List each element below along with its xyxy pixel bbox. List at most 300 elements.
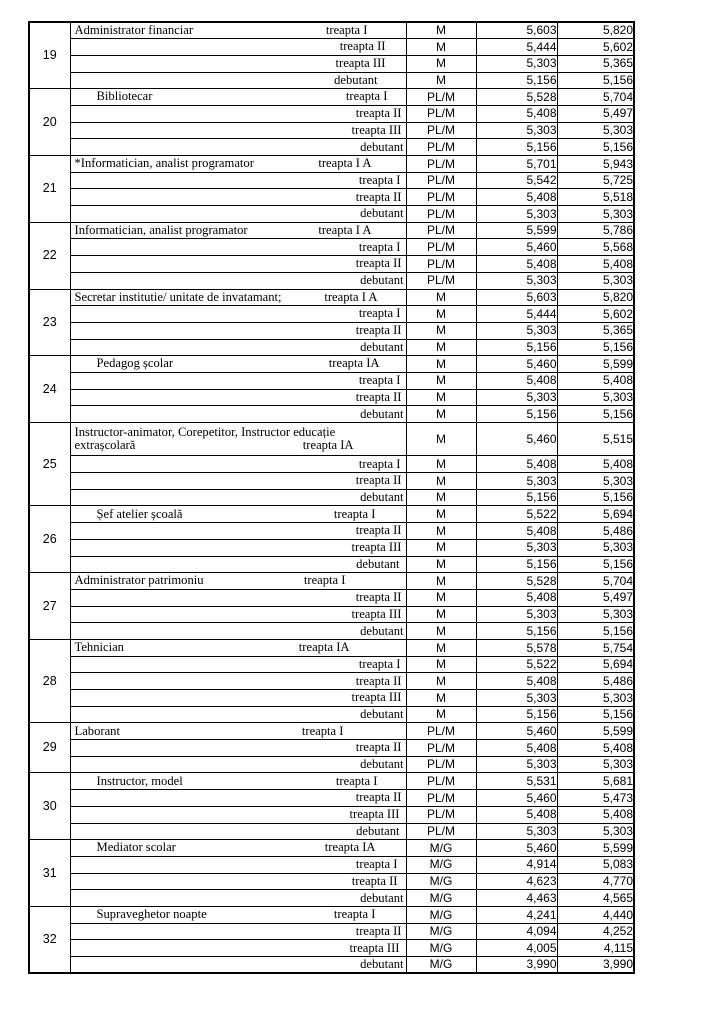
grade-label: treapta II bbox=[355, 590, 402, 605]
education-level-cell: M/G bbox=[406, 890, 476, 907]
salary-max-cell: 5,602 bbox=[557, 306, 634, 323]
position-cell bbox=[70, 940, 406, 957]
row-number-cell: 25 bbox=[29, 423, 70, 506]
salary-min-cell: 5,460 bbox=[476, 840, 557, 857]
position-cell bbox=[70, 456, 406, 473]
education-level-cell: M bbox=[406, 589, 476, 606]
table-row bbox=[29, 589, 634, 606]
table-row bbox=[29, 139, 634, 156]
education-level-cell: PL/M bbox=[406, 823, 476, 840]
salary-min-cell: 5,303 bbox=[476, 55, 557, 72]
table-row bbox=[29, 389, 634, 406]
position-cell bbox=[70, 139, 406, 156]
salary-max-cell: 5,303 bbox=[557, 823, 634, 840]
position-cell bbox=[70, 690, 406, 707]
table-row bbox=[29, 957, 634, 974]
salary-min-cell: 4,005 bbox=[476, 940, 557, 957]
salary-min-cell: 5,156 bbox=[476, 406, 557, 423]
salary-max-cell: 5,568 bbox=[557, 239, 634, 256]
salary-max-cell: 5,515 bbox=[557, 423, 634, 456]
education-level-cell: PL/M bbox=[406, 89, 476, 106]
salary-max-cell: 5,365 bbox=[557, 55, 634, 72]
grade-label: treapta I bbox=[358, 172, 401, 187]
position-line bbox=[71, 908, 406, 921]
salary-min-cell: 5,303 bbox=[476, 756, 557, 773]
table-row bbox=[29, 89, 634, 106]
education-level-cell: PL/M bbox=[406, 740, 476, 757]
table-row bbox=[29, 239, 634, 256]
salary-min-cell: 5,408 bbox=[476, 256, 557, 273]
salary-min-cell: 5,303 bbox=[476, 272, 557, 289]
grade-label: treapta IA bbox=[328, 356, 380, 371]
position-cell bbox=[70, 556, 406, 573]
table-row bbox=[29, 940, 634, 957]
position-cell bbox=[70, 389, 406, 406]
salary-min-cell: 5,156 bbox=[476, 339, 557, 356]
education-level-cell: M bbox=[406, 489, 476, 506]
salary-max-cell: 5,694 bbox=[557, 656, 634, 673]
salary-max-cell: 3,990 bbox=[557, 957, 634, 974]
grade-label: treapta I bbox=[325, 22, 368, 37]
position-cell bbox=[70, 506, 406, 523]
grade-label: treapta IA bbox=[298, 640, 350, 655]
salary-min-cell: 5,599 bbox=[476, 222, 557, 239]
table-row bbox=[29, 372, 634, 389]
position-cell bbox=[70, 406, 406, 423]
position-cell bbox=[70, 122, 406, 139]
table-row bbox=[29, 623, 634, 640]
grade-label: treapta II bbox=[355, 389, 402, 404]
education-level-cell: M/G bbox=[406, 873, 476, 890]
table-row bbox=[29, 790, 634, 807]
table-row bbox=[29, 172, 634, 189]
grade-label: treapta I bbox=[358, 239, 401, 254]
position-cell bbox=[70, 523, 406, 540]
position-label: Secretar institutie/ unitate de invatamant; bbox=[74, 289, 282, 304]
position-cell bbox=[70, 306, 406, 323]
salary-max-cell: 5,599 bbox=[557, 723, 634, 740]
position-label: Administrator patrimoniu bbox=[74, 573, 204, 588]
position-cell bbox=[70, 189, 406, 206]
row-number-cell: 26 bbox=[29, 506, 70, 573]
salary-min-cell: 5,460 bbox=[476, 790, 557, 807]
education-level-cell: PL/M bbox=[406, 105, 476, 122]
salary-max-cell: 4,252 bbox=[557, 923, 634, 940]
grade-label: debutant bbox=[360, 890, 404, 905]
salary-min-cell: 5,156 bbox=[476, 623, 557, 640]
education-level-cell: PL/M bbox=[406, 806, 476, 823]
salary-min-cell: 5,528 bbox=[476, 89, 557, 106]
table-row bbox=[29, 272, 634, 289]
position-cell bbox=[70, 105, 406, 122]
salary-max-cell: 5,820 bbox=[557, 289, 634, 306]
salary-min-cell: 5,578 bbox=[476, 639, 557, 656]
salary-min-cell: 5,522 bbox=[476, 506, 557, 523]
education-level-cell: M bbox=[406, 356, 476, 373]
grade-label: treapta II bbox=[355, 923, 402, 938]
table-row bbox=[29, 456, 634, 473]
row-number-cell: 31 bbox=[29, 840, 70, 907]
salary-min-cell: 5,156 bbox=[476, 72, 557, 89]
position-line bbox=[71, 725, 406, 738]
salary-min-cell: 5,542 bbox=[476, 172, 557, 189]
salary-min-cell: 5,156 bbox=[476, 706, 557, 723]
salary-min-cell: 5,408 bbox=[476, 105, 557, 122]
grade-label: treapta II bbox=[355, 323, 402, 338]
salary-min-cell: 5,303 bbox=[476, 606, 557, 623]
position-label: *Informatician, analist programator bbox=[74, 156, 254, 171]
salary-max-cell: 5,303 bbox=[557, 272, 634, 289]
salary-max-cell: 5,408 bbox=[557, 806, 634, 823]
education-level-cell: M bbox=[406, 39, 476, 56]
education-level-cell: M bbox=[406, 339, 476, 356]
position-cell bbox=[70, 856, 406, 873]
salary-min-cell: 5,408 bbox=[476, 740, 557, 757]
salary-min-cell: 5,303 bbox=[476, 389, 557, 406]
grade-label: treapta II bbox=[355, 256, 402, 271]
grade-label: treapta III bbox=[335, 56, 386, 71]
education-level-cell: M/G bbox=[406, 906, 476, 923]
position-label: Laborant bbox=[74, 723, 120, 738]
position-cell bbox=[70, 473, 406, 490]
table-row bbox=[29, 806, 634, 823]
position-cell bbox=[70, 172, 406, 189]
row-number-cell: 21 bbox=[29, 156, 70, 223]
position-label: Pedagog școlar bbox=[96, 356, 174, 371]
position-cell bbox=[70, 706, 406, 723]
grade-label: treapta III bbox=[351, 122, 402, 137]
grade-label: treapta I bbox=[355, 857, 398, 872]
position-cell bbox=[70, 806, 406, 823]
salary-max-cell: 5,681 bbox=[557, 773, 634, 790]
salary-max-cell: 5,303 bbox=[557, 756, 634, 773]
table-row bbox=[29, 289, 634, 306]
education-level-cell: M bbox=[406, 656, 476, 673]
education-level-cell: M bbox=[406, 389, 476, 406]
grade-label: treapta I bbox=[333, 506, 376, 521]
education-level-cell: M bbox=[406, 72, 476, 89]
position-cell bbox=[70, 55, 406, 72]
education-level-cell: PL/M bbox=[406, 790, 476, 807]
education-level-cell: M bbox=[406, 22, 476, 39]
table-row bbox=[29, 573, 634, 590]
position-line bbox=[71, 574, 406, 587]
salary-max-cell: 5,497 bbox=[557, 589, 634, 606]
row-number-cell: 30 bbox=[29, 773, 70, 840]
salary-max-cell: 5,408 bbox=[557, 740, 634, 757]
education-level-cell: M bbox=[406, 623, 476, 640]
education-level-cell: M bbox=[406, 406, 476, 423]
position-cell bbox=[70, 589, 406, 606]
salary-min-cell: 5,408 bbox=[476, 806, 557, 823]
row-number-cell: 20 bbox=[29, 89, 70, 156]
grade-label: treapta IA bbox=[302, 438, 354, 453]
salary-max-cell: 5,820 bbox=[557, 22, 634, 39]
position-cell bbox=[70, 89, 406, 106]
position-label: Informatician, analist programator bbox=[74, 222, 248, 237]
table-row bbox=[29, 22, 634, 39]
position-cell bbox=[70, 906, 406, 923]
education-level-cell: PL/M bbox=[406, 222, 476, 239]
table-row bbox=[29, 723, 634, 740]
position-label: Bibliotecar bbox=[96, 89, 153, 104]
education-level-cell: M bbox=[406, 690, 476, 707]
salary-max-cell: 5,786 bbox=[557, 222, 634, 239]
grade-label: treapta I bbox=[333, 907, 376, 922]
row-number-cell: 32 bbox=[29, 906, 70, 973]
salary-max-cell: 5,473 bbox=[557, 790, 634, 807]
education-level-cell: PL/M bbox=[406, 773, 476, 790]
salary-min-cell: 5,303 bbox=[476, 206, 557, 223]
table-row bbox=[29, 55, 634, 72]
grade-label: treapta III bbox=[349, 807, 400, 822]
salary-max-cell: 5,518 bbox=[557, 189, 634, 206]
table-row bbox=[29, 856, 634, 873]
salary-max-cell: 5,365 bbox=[557, 322, 634, 339]
salary-min-cell: 5,701 bbox=[476, 156, 557, 173]
education-level-cell: M bbox=[406, 473, 476, 490]
grade-label: treapta II bbox=[355, 790, 402, 805]
salary-max-cell: 4,770 bbox=[557, 873, 634, 890]
education-level-cell: M bbox=[406, 372, 476, 389]
education-level-cell: M bbox=[406, 456, 476, 473]
salary-min-cell: 5,303 bbox=[476, 690, 557, 707]
salary-max-cell: 5,486 bbox=[557, 673, 634, 690]
position-cell bbox=[70, 773, 406, 790]
position-cell bbox=[70, 673, 406, 690]
education-level-cell: PL/M bbox=[406, 272, 476, 289]
grade-label: debutant bbox=[356, 556, 400, 571]
salary-max-cell: 5,303 bbox=[557, 473, 634, 490]
education-level-cell: PL/M bbox=[406, 723, 476, 740]
table-row bbox=[29, 406, 634, 423]
education-level-cell: M/G bbox=[406, 856, 476, 873]
position-label: Mediator scolar bbox=[96, 840, 176, 855]
table-row bbox=[29, 156, 634, 173]
table-row bbox=[29, 706, 634, 723]
grade-label: debutant bbox=[334, 72, 378, 87]
position-cell bbox=[70, 39, 406, 56]
education-level-cell: M bbox=[406, 322, 476, 339]
grade-label: treapta I bbox=[345, 89, 388, 104]
row-number-cell: 19 bbox=[29, 22, 70, 89]
table-row bbox=[29, 656, 634, 673]
salary-max-cell: 5,303 bbox=[557, 206, 634, 223]
table-row bbox=[29, 423, 634, 456]
position-cell bbox=[70, 272, 406, 289]
position-line2 bbox=[75, 439, 406, 452]
grade-label: treapta II bbox=[355, 189, 402, 204]
salary-min-cell: 5,522 bbox=[476, 656, 557, 673]
salary-min-cell: 5,460 bbox=[476, 723, 557, 740]
table-row bbox=[29, 873, 634, 890]
salary-max-cell: 5,408 bbox=[557, 372, 634, 389]
education-level-cell: M bbox=[406, 289, 476, 306]
table-row bbox=[29, 105, 634, 122]
table-row bbox=[29, 339, 634, 356]
position-cell bbox=[70, 840, 406, 857]
salary-min-cell: 5,303 bbox=[476, 322, 557, 339]
table-row bbox=[29, 306, 634, 323]
salary-max-cell: 5,156 bbox=[557, 139, 634, 156]
salary-min-cell: 5,603 bbox=[476, 22, 557, 39]
position-cell bbox=[70, 206, 406, 223]
salary-max-cell: 5,704 bbox=[557, 89, 634, 106]
position-two-lines bbox=[71, 426, 406, 452]
position-cell bbox=[70, 256, 406, 273]
position-cell bbox=[70, 489, 406, 506]
grade-label: debutant bbox=[360, 623, 404, 638]
table-row bbox=[29, 523, 634, 540]
salary-max-cell: 5,156 bbox=[557, 406, 634, 423]
table-row bbox=[29, 122, 634, 139]
grade-label: treapta I bbox=[335, 773, 378, 788]
table-row bbox=[29, 473, 634, 490]
position-cell bbox=[70, 890, 406, 907]
table-row bbox=[29, 556, 634, 573]
position-cell bbox=[70, 740, 406, 757]
salary-min-cell: 5,408 bbox=[476, 673, 557, 690]
salary-max-cell: 5,754 bbox=[557, 639, 634, 656]
education-level-cell: PL/M bbox=[406, 156, 476, 173]
education-level-cell: M bbox=[406, 706, 476, 723]
salary-min-cell: 5,528 bbox=[476, 573, 557, 590]
salary-min-cell: 5,156 bbox=[476, 489, 557, 506]
salary-min-cell: 5,531 bbox=[476, 773, 557, 790]
education-level-cell: M/G bbox=[406, 940, 476, 957]
grade-label: treapta I A bbox=[324, 289, 378, 304]
grade-label: treapta II bbox=[339, 39, 386, 54]
table-row bbox=[29, 923, 634, 940]
salary-max-cell: 5,083 bbox=[557, 856, 634, 873]
position-cell bbox=[70, 22, 406, 39]
position-cell bbox=[70, 923, 406, 940]
grade-label: treapta II bbox=[355, 473, 402, 488]
position-cell bbox=[70, 539, 406, 556]
grade-label: treapta III bbox=[351, 690, 402, 705]
position-cell bbox=[70, 289, 406, 306]
table-row bbox=[29, 840, 634, 857]
grade-label: treapta III bbox=[351, 540, 402, 555]
salary-min-cell: 3,990 bbox=[476, 957, 557, 974]
position-line bbox=[71, 291, 406, 304]
salary-max-cell: 4,440 bbox=[557, 906, 634, 923]
table-row bbox=[29, 256, 634, 273]
salary-max-cell: 5,602 bbox=[557, 39, 634, 56]
education-level-cell: PL/M bbox=[406, 172, 476, 189]
position-cell bbox=[70, 606, 406, 623]
salary-max-cell: 5,486 bbox=[557, 523, 634, 540]
salary-min-cell: 5,303 bbox=[476, 823, 557, 840]
position-cell bbox=[70, 573, 406, 590]
salary-max-cell: 5,156 bbox=[557, 706, 634, 723]
salary-max-cell: 5,303 bbox=[557, 122, 634, 139]
education-level-cell: PL/M bbox=[406, 756, 476, 773]
grade-label: treapta I bbox=[358, 656, 401, 671]
table-row bbox=[29, 72, 634, 89]
salary-max-cell: 5,303 bbox=[557, 389, 634, 406]
salary-min-cell: 4,914 bbox=[476, 856, 557, 873]
salary-max-cell: 5,408 bbox=[557, 456, 634, 473]
position-line bbox=[71, 157, 406, 170]
salary-min-cell: 5,408 bbox=[476, 589, 557, 606]
grade-label: treapta II bbox=[355, 740, 402, 755]
salary-max-cell: 5,156 bbox=[557, 339, 634, 356]
education-level-cell: PL/M bbox=[406, 256, 476, 273]
table-row bbox=[29, 690, 634, 707]
table-row bbox=[29, 39, 634, 56]
grade-label: treapta II bbox=[355, 523, 402, 538]
table-row bbox=[29, 322, 634, 339]
salary-min-cell: 5,303 bbox=[476, 473, 557, 490]
salary-max-cell: 4,565 bbox=[557, 890, 634, 907]
education-level-cell: PL/M bbox=[406, 239, 476, 256]
grade-label: treapta I A bbox=[318, 222, 372, 237]
grade-label: treapta I bbox=[358, 306, 401, 321]
salary-max-cell: 5,725 bbox=[557, 172, 634, 189]
grade-label: debutant bbox=[360, 757, 404, 771]
row-number-cell: 23 bbox=[29, 289, 70, 356]
table-row bbox=[29, 356, 634, 373]
education-level-cell: M bbox=[406, 673, 476, 690]
grade-label: debutant bbox=[360, 139, 404, 154]
table-row bbox=[29, 906, 634, 923]
position-line bbox=[71, 357, 406, 370]
salary-min-cell: 5,156 bbox=[476, 556, 557, 573]
grade-label: treapta III bbox=[349, 940, 400, 955]
salary-min-cell: 5,444 bbox=[476, 39, 557, 56]
salary-min-cell: 5,460 bbox=[476, 423, 557, 456]
salary-min-cell: 5,460 bbox=[476, 356, 557, 373]
position-cell bbox=[70, 72, 406, 89]
position-cell bbox=[70, 790, 406, 807]
grade-label: treapta II bbox=[355, 673, 402, 688]
position-cell bbox=[70, 322, 406, 339]
grade-label: debutant bbox=[360, 406, 404, 421]
salary-min-cell: 4,241 bbox=[476, 906, 557, 923]
row-number-cell: 29 bbox=[29, 723, 70, 773]
salary-max-cell: 5,156 bbox=[557, 72, 634, 89]
table-row bbox=[29, 489, 634, 506]
table-row bbox=[29, 756, 634, 773]
grade-label: treapta I A bbox=[318, 156, 372, 171]
grade-label: debutant bbox=[360, 490, 404, 504]
grade-label: treapta II bbox=[351, 873, 398, 888]
position-cell bbox=[70, 639, 406, 656]
grade-label: debutant bbox=[360, 339, 404, 354]
position-line bbox=[71, 24, 406, 37]
salary-max-cell: 5,303 bbox=[557, 690, 634, 707]
position-cell bbox=[70, 372, 406, 389]
salary-min-cell: 5,303 bbox=[476, 122, 557, 139]
education-level-cell: PL/M bbox=[406, 189, 476, 206]
position-cell bbox=[70, 339, 406, 356]
table-row bbox=[29, 539, 634, 556]
position-label: Supraveghetor noapte bbox=[96, 907, 207, 922]
salary-max-cell: 5,303 bbox=[557, 606, 634, 623]
salary-max-cell: 5,694 bbox=[557, 506, 634, 523]
position-line bbox=[71, 508, 406, 521]
education-level-cell: M bbox=[406, 639, 476, 656]
position-cell bbox=[70, 873, 406, 890]
table-row bbox=[29, 606, 634, 623]
salary-table-body bbox=[29, 22, 634, 973]
position-cell bbox=[70, 239, 406, 256]
salary-min-cell: 4,623 bbox=[476, 873, 557, 890]
position-label: Șef atelier școală bbox=[96, 506, 183, 521]
position-label: Instructor, model bbox=[96, 773, 183, 788]
salary-max-cell: 5,599 bbox=[557, 356, 634, 373]
